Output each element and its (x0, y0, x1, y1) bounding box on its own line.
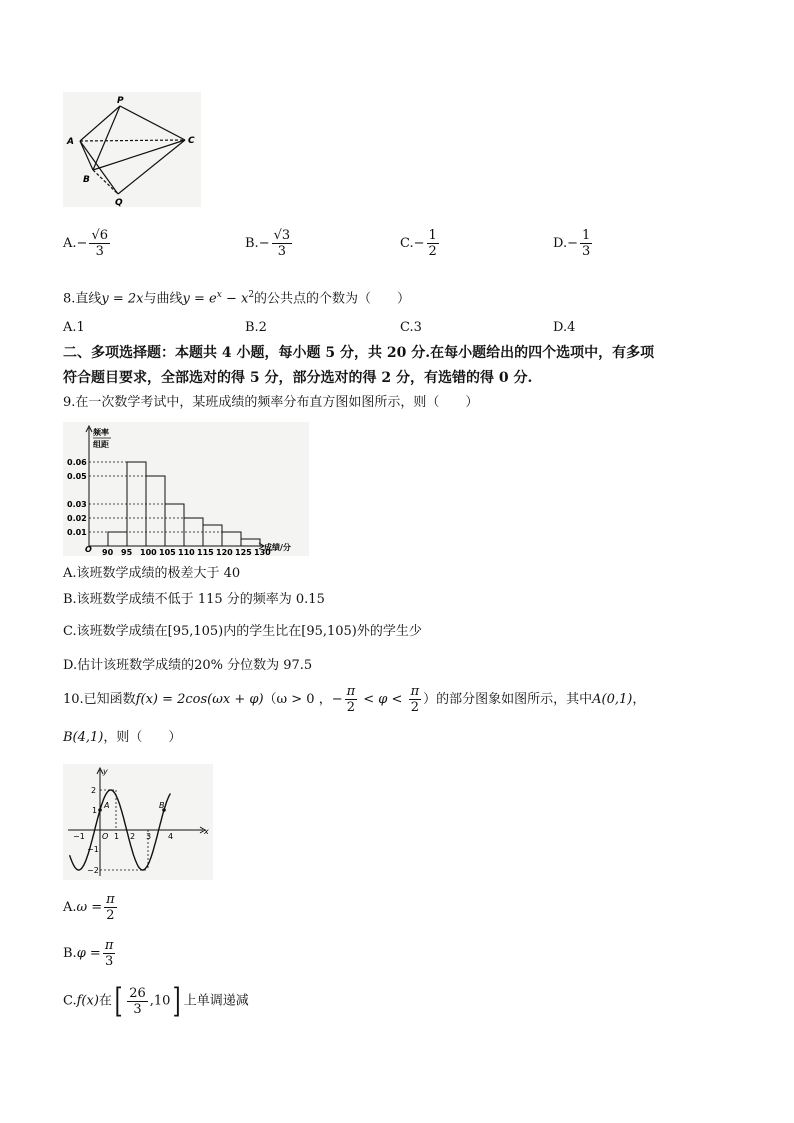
section2-heading-line1: 二、多项选择题：本题共 4 小题，每小题 5 分，共 20 分.在每小题给出的四个选项中，有多项 (63, 345, 655, 361)
cosine-graph-figure (63, 764, 213, 880)
section2-heading-line2: 符合题目要求，全部选对的得 5 分，部分选对的得 2 分，有选错的得 0 分. (63, 370, 533, 386)
q8-stem: 8.直线y = 2x与曲线$y = e^x - x^2$的公共点的个数为（ ） (63, 290, 411, 307)
pyramid-figure (63, 92, 201, 207)
q10-option-a[interactable]: A.ω = $\frac{\pi}{2}$ (63, 892, 115, 923)
q7-option-b[interactable]: B.− $\frac{√3}{3}$ (245, 228, 291, 259)
x-tick-label: 130 (254, 548, 271, 556)
right-bracket: ] (173, 981, 182, 1021)
label-A: A (104, 801, 110, 810)
tick-x-4: 4 (168, 832, 174, 841)
pyramid-svg (63, 92, 201, 207)
tick-x-neg1: −1 (73, 832, 85, 841)
label-Q: Q (115, 198, 123, 207)
x-tick-label: 125 (235, 548, 252, 556)
x-tick-label: 115 (197, 548, 214, 556)
point-A (98, 808, 102, 812)
label-B: B (83, 175, 90, 185)
x-axis-label: 成绩/分 (264, 543, 291, 552)
y-tick-label: 0.03 (67, 500, 87, 509)
q9-option-c[interactable]: C.该班数学成绩在[95,105)内的学生比在[95,105)外的学生少 (63, 624, 422, 639)
y-tick-label: 0.05 (67, 472, 87, 481)
y-label-bottom: 组距 (93, 440, 109, 449)
y-tick-label: 0.06 (67, 458, 87, 467)
x-tick-label: 90 (102, 548, 114, 556)
left-bracket: [ (114, 981, 123, 1021)
tick-y-1: 1 (92, 806, 98, 815)
q9-option-d[interactable]: D.估计该班数学成绩的20% 分位数为 97.5 (63, 658, 313, 673)
tick-x-1: 1 (114, 832, 120, 841)
histogram-bar (108, 532, 127, 546)
x-axis-label: x (204, 827, 209, 836)
histogram-bar (203, 525, 222, 546)
q8-option-b[interactable]: B.2 (245, 320, 267, 335)
label-A: A (67, 137, 74, 147)
histogram-bar (146, 476, 165, 546)
q9-stem: 9.在一次数学考试中，某班成绩的频率分布直方图如图所示，则（ ） (63, 395, 479, 410)
q10-option-b[interactable]: B.φ = $\frac{\pi}{3}$ (63, 938, 114, 969)
x-tick-label: 105 (159, 548, 176, 556)
q7-option-c[interactable]: C.− $\frac{1}{2}$ (400, 228, 437, 259)
q7-option-a[interactable]: A.− $\frac{√6}{3}$ (63, 228, 108, 259)
origin-label: O (102, 832, 109, 841)
y-tick-label: 0.02 (67, 514, 87, 523)
histogram-bar (241, 539, 260, 546)
tick-x-2: 2 (130, 832, 136, 841)
y-tick-label: 0.01 (67, 528, 87, 537)
histogram-figure (63, 422, 309, 556)
y-axis-label: y (103, 767, 108, 776)
tick-y-neg2: −2 (87, 866, 99, 875)
q8-option-d[interactable]: D.4 (553, 320, 576, 335)
q9-option-b[interactable]: B.该班数学成绩不低于 115 分的频率为 0.15 (63, 592, 325, 607)
origin-label: O (85, 545, 92, 554)
label-P: P (117, 96, 124, 106)
x-tick-label: 100 (140, 548, 157, 556)
x-tick-label: 95 (121, 548, 133, 556)
tick-y-2: 2 (91, 786, 97, 795)
label-B: B (159, 801, 165, 810)
cosine-graph (63, 764, 213, 880)
q9-option-a[interactable]: A.该班数学成绩的极差大于 40 (63, 566, 241, 581)
histogram-bar (165, 504, 184, 546)
tick-x-3: 3 (146, 832, 152, 841)
y-label-top: 频率 (93, 428, 109, 437)
label-C: C (188, 136, 195, 146)
x-tick-label: 120 (216, 548, 233, 556)
histogram-bar (222, 532, 241, 546)
tick-y-neg1: −1 (87, 845, 99, 854)
q10-stem: 10.已知函数f(x) = 2cos(ωx + φ)（ω > 0 ，− $\frac{\pi}{2}$ < φ < $\frac{\pi}{2}$ ）的部分图象如图所示，其中A(0,1)， (63, 684, 646, 715)
q8-option-a[interactable]: A.1 (63, 320, 85, 335)
q10-stem-line2: B(4,1)，则（ ） (63, 730, 182, 745)
q8-option-c[interactable]: C.3 (400, 320, 422, 335)
histogram-chart (63, 422, 309, 556)
q7-option-d[interactable]: D.− $\frac{1}{3}$ (553, 228, 591, 259)
x-tick-label: 110 (178, 548, 195, 556)
q10-option-c[interactable]: C.f(x)在[ $\frac{26}{3}$ ,10] 上单调递减 (63, 981, 249, 1021)
